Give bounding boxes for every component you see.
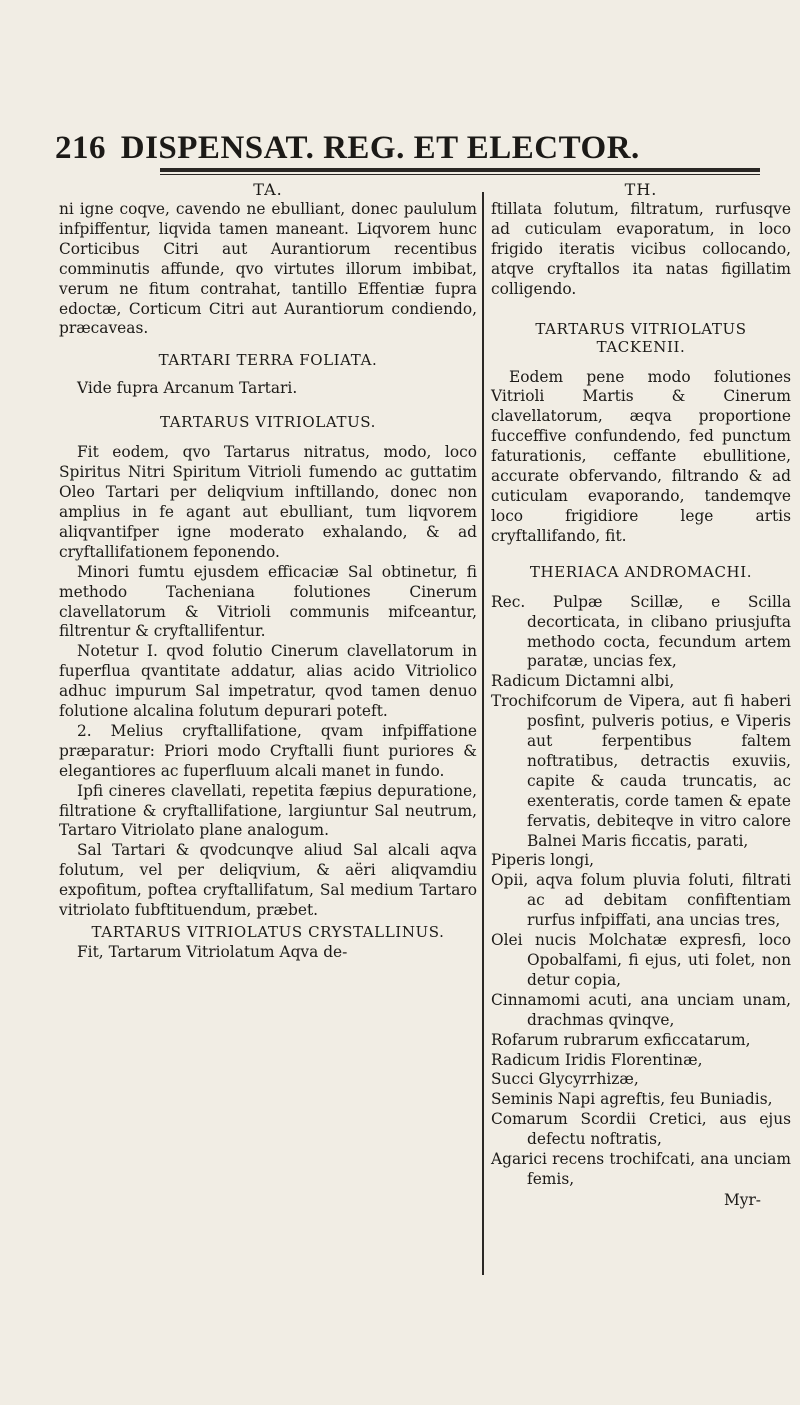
- title-tartarus-vitriolatus-tackenii: TARTARUS VITRIOLATUS TACKENII.: [535, 319, 747, 356]
- left-para-2-5: Sal Tartari & qvodcunqve aliud Sal alcali aqva folutum, vel per deliqvium, & aëri aliqvamdiu expofitum, poftea cryftallifatum, Sal medium Tartaro vitriolato fubftituendum, præbet.: [59, 841, 477, 920]
- running-title: DISPENSAT. REG. ET ELECTOR.: [120, 130, 640, 166]
- recipe-item: Rofarum rubrarum exficcatarum,: [491, 1030, 751, 1049]
- column-divider: [482, 192, 484, 1275]
- recipe-item: Radicum Dictamni albi,: [491, 672, 675, 691]
- title-tartari-terra-foliata: TARTARI TERRA FOLIATA.: [158, 351, 378, 370]
- left-column: [59, 180, 477, 963]
- left-para-2-2: Notetur I. qvod folutio Cinerum clavellatorum in fuperflua qvantitate addatur, alias acido Vitriolico adhuc impurum Sal impetratur, qvod tamen denuo folutione alcalina folutum depurari poteft.: [59, 642, 477, 721]
- recipe-item: Cinnamomi acuti, ana unciam unam, drachmas qvinqve,: [491, 990, 791, 1029]
- left-para-2-0: Fit eodem, qvo Tartarus nitratus, modo, loco Spiritus Nitri Spiritum Vitrioli fumendo ac guttatim Oleo Tartari per deliqvium inftillando, donec non amplius in fe agant aut ebulliant, tum liqvorem aliqvantifper igne moderato exhalando, & ad cryftallifationem feponendo.: [59, 443, 477, 561]
- right-paragraph-0: ftillata folutum, filtratum, rurfusqve ad cuticulam evaporatum, in loco frigido iteratis vicibus collocando, atqve cryftallos ita natas figillatim colligendo.: [491, 200, 791, 298]
- title-theriaca-andromachi: THERIACA ANDROMACHI.: [529, 562, 753, 581]
- right-column: [491, 180, 791, 1211]
- header-rule-thin: [160, 174, 760, 175]
- recipe-item: Comarum Scordii Cretici, aus ejus defectu noftratis,: [491, 1110, 791, 1149]
- header-rule-thick: [160, 168, 760, 172]
- catchword: Myr-: [723, 1190, 761, 1209]
- left-last-line: Fit, Tartarum Vitriolatum Aqva de-: [77, 943, 348, 961]
- recipe-item: Trochifcorum de Vipera, aut fi haberi posfint, pulveris potius, e Viperis aut ferpentibus faltem noftratibus, detractis exuviis, capite & cauda truncatis, ac exenteratis, corde tamen & epate fervatis, debiteqve in vitro calore Balnei Maris ficcatis, parati,: [491, 692, 791, 850]
- recipe-item: Rec. Pulpæ Scillæ, e Scilla decorticata, in clibano priusjufta methodo cocta, fecundum artem paratæ, uncias fex,: [491, 592, 791, 671]
- recipe-item: Succi Glycyrrhizæ,: [491, 1070, 639, 1089]
- right-para-1-0: Eodem pene modo folutiones Vitrioli Martis & Cinerum clavellatorum, æqva proportione fucceffive confundendo, fed punctum faturationis, ceffante ebullitione, accurate obfervando, filtrando & ad cuticulam evaporando, tandemqve loco frigidiore lege artis cryftallifando, fit.: [491, 367, 791, 545]
- left-para-2-4: Ipfi cineres clavellati, repetita fæpius depuratione, filtratione & cryftallifatione, largiuntur Sal neutrum, Tartaro Vitriolato plane analogum.: [59, 781, 477, 840]
- right-column-head: TH.: [624, 180, 658, 199]
- title-tartarus-vitriolatus-crystallinus: TARTARUS VITRIOLATUS CRYSTALLINUS.: [91, 923, 445, 941]
- recipe-item: Opii, aqva folum pluvia foluti, filtrati ac ad debitam confiftentiam rurfus infpiffati, ana uncias tres,: [491, 871, 791, 930]
- recipe-item: Olei nucis Molchatæ expresfi, loco Opobalfami, fi ejus, uti folet, non detur copia,: [491, 931, 791, 989]
- running-head: [55, 128, 755, 168]
- page-number: 216: [55, 130, 106, 166]
- text-vide-supra: Vide fupra Arcanum Tartari.: [77, 379, 298, 398]
- recipe-item: Agarici recens trochifcati, ana unciam femis,: [491, 1150, 791, 1188]
- left-paragraph-0: ni igne coqve, cavendo ne ebulliant, donec paululum infpiffentur, liqvida tamen maneant. Liqvorem hunc Corticibus Citri aut Aurantiorum recentibus comminutis affunde, qvo virtutes illorum imbibat, verum ne fitum contrahat, tantillo Effentiæ fupra edoctæ, Corticum Citri aut Aurantiorum condiendo, præcaveas.: [59, 200, 477, 338]
- left-column-head: TA.: [253, 180, 283, 199]
- recipe-list: [491, 593, 791, 1190]
- recipe-item: Piperis longi,: [491, 851, 595, 870]
- recipe-item: Seminis Napi agreftis, feu Buniadis,: [491, 1090, 773, 1109]
- left-para-2-1: Minori fumtu ejusdem efficaciæ Sal obtinetur, fi methodo Tacheniana folutiones Cinerum clavellatorum & Vitrioli communis mifceantur, filtrentur & cryftallifentur.: [59, 562, 477, 641]
- recipe-item: Radicum Iridis Florentinæ,: [491, 1050, 703, 1069]
- left-para-2-3: 2. Melius cryftallifatione, qvam infpiffatione præparatur: Priori modo Cryftalli fiunt puriores & elegantiores ac fuperfluum alcali manet in fundo.: [59, 721, 477, 780]
- title-tartarus-vitriolatus: TARTARUS VITRIOLATUS.: [159, 413, 377, 432]
